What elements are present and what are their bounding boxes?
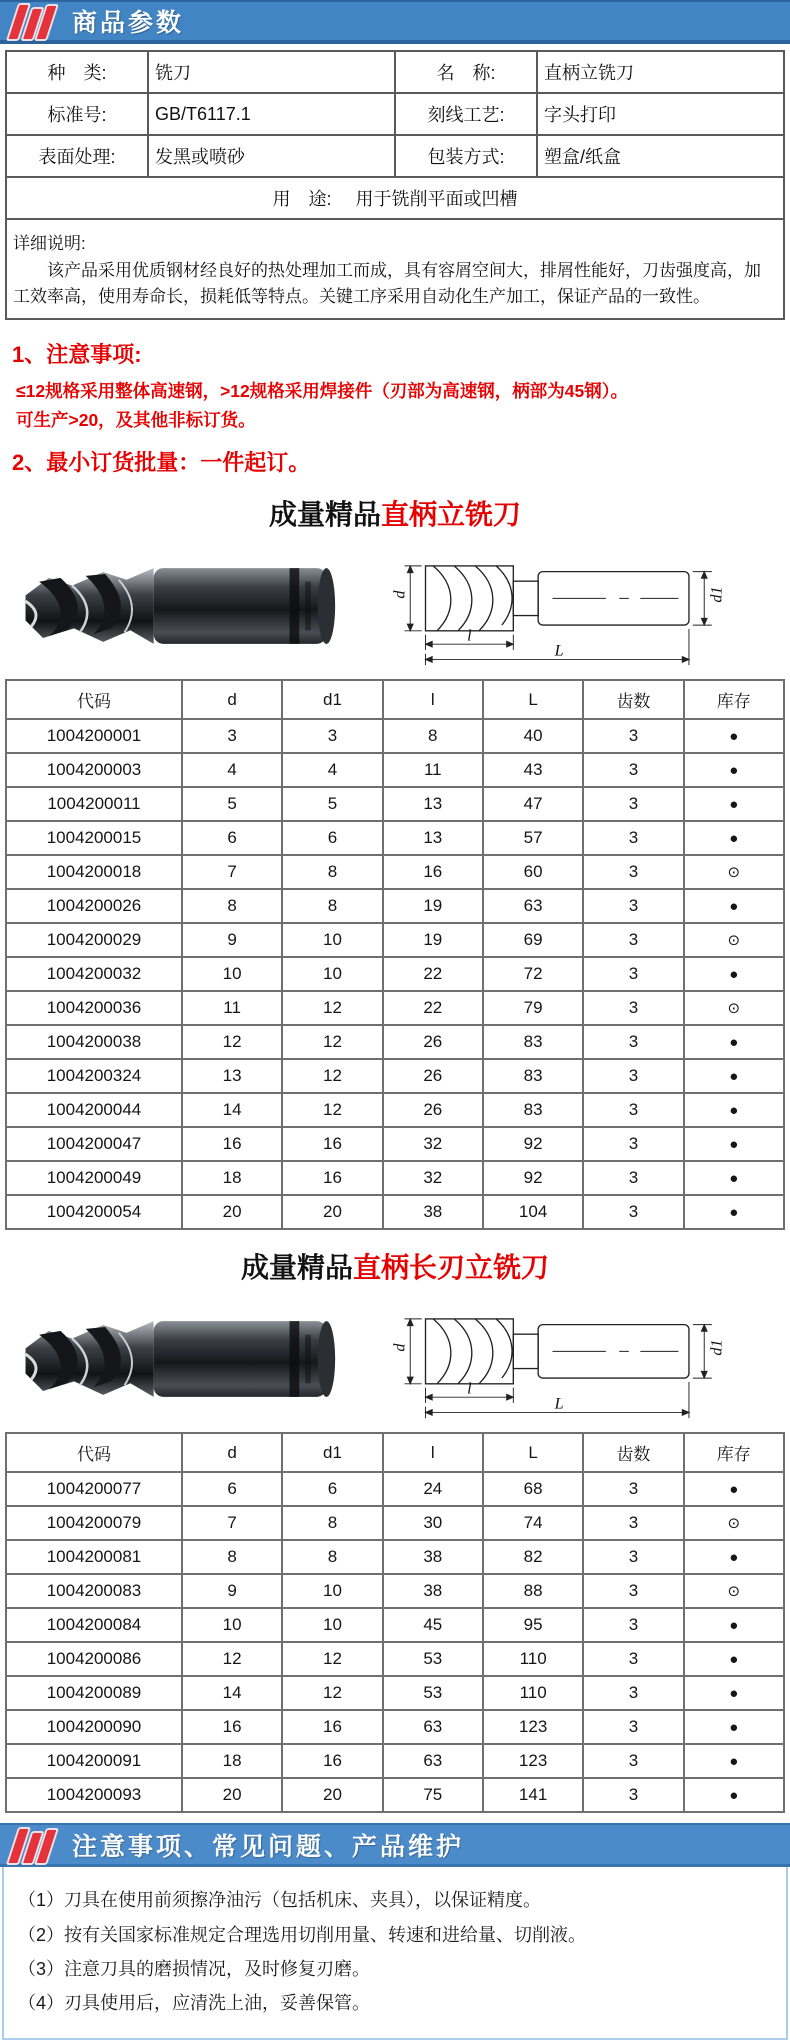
value-cell: 3 [583,889,683,923]
notice-1-line-1: ≤12规格采用整体高速钢，>12规格采用焊接件（刃部为高速钢，柄部为45钢）。 [16,380,628,401]
product-params-banner [0,0,790,44]
param-label: 刻线工艺: [395,93,537,135]
stock-cell: ● [684,957,784,991]
section2-images [0,1292,790,1428]
notice-section [0,320,790,478]
value-cell: 7 [182,855,282,889]
table-row [6,219,784,319]
value-cell: 68 [483,1472,583,1506]
stock-cell: ● [684,1608,784,1642]
table-row [6,1744,784,1778]
value-cell: 16 [282,1127,382,1161]
section1-title-black: 成量精品 [268,499,381,531]
value-cell: 63 [383,1744,483,1778]
value-cell: 3 [583,1161,683,1195]
code-cell: 1004200015 [6,821,182,855]
table-row [6,1710,784,1744]
value-cell: 43 [483,753,583,787]
maintenance-banner [0,1823,790,1867]
value-cell: 63 [483,889,583,923]
code-cell: 1004200026 [6,889,182,923]
value-cell: 32 [383,1161,483,1195]
stock-cell: ⊙ [684,855,784,889]
value-cell: 3 [583,855,683,889]
column-header: 代码 [6,680,182,719]
value-cell: 3 [282,719,382,753]
code-cell: 1004200036 [6,991,182,1025]
code-cell: 1004200093 [6,1778,182,1812]
param-value: 发黑或喷砂 [148,135,395,177]
section1-title-red: 直柄立铣刀 [381,499,522,531]
value-cell: 32 [383,1127,483,1161]
value-cell: 82 [483,1540,583,1574]
stock-cell: ● [684,1744,784,1778]
value-cell: 3 [583,1127,683,1161]
value-cell: 3 [583,1744,683,1778]
value-cell: 3 [583,787,683,821]
dim-label-d1: d1 [707,586,726,604]
value-cell: 12 [182,1025,282,1059]
stock-cell: ⊙ [684,991,784,1025]
spec-table-long-flute [5,1432,785,1813]
column-header: l [383,680,483,719]
dim-label-L: L [554,1395,564,1414]
table-row [6,177,784,219]
value-cell: 20 [282,1778,382,1812]
dim-label-d: d [390,1343,409,1353]
value-cell: 40 [483,719,583,753]
table-row [6,1608,784,1642]
column-header: L [483,680,583,719]
table-row [6,1506,784,1540]
code-cell: 1004200090 [6,1710,182,1744]
product-parameter-table [5,50,785,320]
value-cell: 26 [383,1059,483,1093]
value-cell: 18 [182,1161,282,1195]
spec-table-straight-shank [5,679,785,1230]
value-cell: 8 [182,889,282,923]
value-cell: 3 [583,1574,683,1608]
maintenance-notes [2,1867,788,2040]
table-row [6,1574,784,1608]
value-cell: 60 [483,855,583,889]
value-cell: 12 [182,1642,282,1676]
code-cell: 1004200049 [6,1161,182,1195]
table-row [6,1472,784,1506]
code-cell: 1004200054 [6,1195,182,1229]
column-header: 代码 [6,1433,182,1472]
table-row [6,957,784,991]
stock-cell: ● [684,1059,784,1093]
value-cell: 10 [182,957,282,991]
detail-body: 该产品采用优质钢材经良好的热处理加工而成，具有容屑空间大，排屑性能好，刀齿强度高，加工效率高，使用寿命长，损耗低等特点。关键工序采用自动化生产加工，保证产品的一致性。 [13,261,761,307]
code-cell: 1004200081 [6,1540,182,1574]
param-label: 种 类: [6,51,148,93]
value-cell: 7 [182,1506,282,1540]
value-cell: 20 [182,1778,282,1812]
code-cell: 1004200089 [6,1676,182,1710]
value-cell: 12 [282,991,382,1025]
section2-title [0,1246,790,1286]
table-row [6,1059,784,1093]
value-cell: 3 [583,1025,683,1059]
value-cell: 3 [583,991,683,1025]
banner-title: 注意事项、常见问题、产品维护 [72,1832,465,1861]
value-cell: 3 [583,1608,683,1642]
banner-title: 商品参数 [72,9,185,37]
value-cell: 3 [583,957,683,991]
stock-cell: ● [684,889,784,923]
value-cell: 8 [282,1540,382,1574]
code-cell: 1004200084 [6,1608,182,1642]
code-cell: 1004200077 [6,1472,182,1506]
value-cell: 3 [583,923,683,957]
note-item: （1）刀具在使用前须擦净油污（包括机床、夹具），以保证精度。 [18,1890,542,1911]
usage-value: 用于铣削平面或凹槽 [355,189,518,209]
value-cell: 14 [182,1676,282,1710]
stock-cell: ● [684,787,784,821]
value-cell: 57 [483,821,583,855]
param-value: 字头打印 [537,93,784,135]
code-cell: 1004200324 [6,1059,182,1093]
notice-2: 2、最小订货批量：一件起订。 [12,450,311,476]
value-cell: 6 [282,821,382,855]
value-cell: 8 [282,1506,382,1540]
value-cell: 26 [383,1093,483,1127]
value-cell: 26 [383,1025,483,1059]
value-cell: 38 [383,1195,483,1229]
value-cell: 18 [182,1744,282,1778]
table-row [6,787,784,821]
section2-title-black: 成量精品 [240,1252,353,1284]
stock-cell: ⊙ [684,1506,784,1540]
detail-cell [6,219,784,319]
stock-cell: ● [684,1127,784,1161]
value-cell: 16 [282,1710,382,1744]
table-row [6,1093,784,1127]
value-cell: 5 [282,787,382,821]
value-cell: 3 [583,1540,683,1574]
column-header: 齿数 [583,680,683,719]
table-row [6,1127,784,1161]
value-cell: 95 [483,1608,583,1642]
code-cell: 1004200086 [6,1642,182,1676]
value-cell: 12 [282,1642,382,1676]
value-cell: 92 [483,1161,583,1195]
value-cell: 24 [383,1472,483,1506]
code-cell: 1004200011 [6,787,182,821]
value-cell: 10 [282,923,382,957]
value-cell: 13 [182,1059,282,1093]
value-cell: 16 [383,855,483,889]
table-row [6,1540,784,1574]
value-cell: 10 [182,1608,282,1642]
table-row [6,889,784,923]
value-cell: 10 [282,1574,382,1608]
stock-cell: ● [684,821,784,855]
value-cell: 3 [583,1059,683,1093]
value-cell: 19 [383,923,483,957]
column-header: d1 [282,1433,382,1472]
column-header: l [383,1433,483,1472]
value-cell: 92 [483,1127,583,1161]
note-item: （3）注意刀具的磨损情况，及时修复刃磨。 [18,1958,371,1979]
value-cell: 10 [282,957,382,991]
value-cell: 4 [182,753,282,787]
column-header: d [182,680,282,719]
stock-cell: ● [684,753,784,787]
param-value: GB/T6117.1 [148,93,395,135]
value-cell: 11 [182,991,282,1025]
value-cell: 6 [182,821,282,855]
value-cell: 16 [182,1127,282,1161]
value-cell: 22 [383,957,483,991]
code-cell: 1004200091 [6,1744,182,1778]
value-cell: 8 [383,719,483,753]
value-cell: 8 [282,889,382,923]
dim-label-d1: d1 [707,1339,726,1357]
end-mill-photo [10,550,340,662]
value-cell: 83 [483,1093,583,1127]
stock-cell: ● [684,1195,784,1229]
value-cell: 38 [383,1574,483,1608]
value-cell: 110 [483,1676,583,1710]
table-row [6,923,784,957]
brand-logo-icon [14,1827,56,1863]
value-cell: 83 [483,1059,583,1093]
table-row [6,1676,784,1710]
value-cell: 45 [383,1608,483,1642]
value-cell: 123 [483,1744,583,1778]
value-cell: 3 [583,1676,683,1710]
value-cell: 20 [182,1195,282,1229]
value-cell: 75 [383,1778,483,1812]
value-cell: 47 [483,787,583,821]
spec-table-header-row [6,1433,784,1472]
detail-title: 详细说明: [13,234,86,253]
value-cell: 63 [383,1710,483,1744]
value-cell: 16 [182,1710,282,1744]
spec-table-header-row [6,680,784,719]
value-cell: 16 [282,1161,382,1195]
code-cell: 1004200032 [6,957,182,991]
end-mill-photo [10,1303,340,1415]
value-cell: 72 [483,957,583,991]
table-row [6,991,784,1025]
stock-cell: ● [684,1025,784,1059]
stock-cell: ⊙ [684,923,784,957]
value-cell: 53 [383,1676,483,1710]
usage-cell [6,177,784,219]
stock-cell: ● [684,1778,784,1812]
value-cell: 3 [583,1710,683,1744]
stock-cell: ● [684,719,784,753]
section2-title-red: 直柄长刃立铣刀 [353,1252,550,1284]
value-cell: 69 [483,923,583,957]
column-header: L [483,1433,583,1472]
value-cell: 123 [483,1710,583,1744]
table-row [6,1161,784,1195]
table-row [6,719,784,753]
value-cell: 19 [383,889,483,923]
table-row [6,821,784,855]
table-row [6,51,784,93]
column-header: 齿数 [583,1433,683,1472]
notice-1-title: 1、注意事项: [12,341,142,367]
table-row [6,1025,784,1059]
value-cell: 79 [483,991,583,1025]
column-header: d1 [282,680,382,719]
value-cell: 10 [282,1608,382,1642]
stock-cell: ⊙ [684,1574,784,1608]
usage-label: 用 途: [272,189,332,209]
stock-cell: ● [684,1540,784,1574]
table-row [6,753,784,787]
column-header: 库存 [684,680,784,719]
table-row [6,135,784,177]
param-label: 表面处理: [6,135,148,177]
stock-cell: ● [684,1161,784,1195]
code-cell: 1004200029 [6,923,182,957]
column-header: d [182,1433,282,1472]
value-cell: 13 [383,787,483,821]
value-cell: 3 [583,1472,683,1506]
section1-title [0,493,790,533]
param-value: 直柄立铣刀 [537,51,784,93]
code-cell: 1004200083 [6,1574,182,1608]
table-row [6,93,784,135]
code-cell: 1004200001 [6,719,182,753]
value-cell: 3 [182,719,282,753]
dimension-diagram [352,543,772,669]
value-cell: 53 [383,1642,483,1676]
value-cell: 12 [282,1025,382,1059]
value-cell: 3 [583,753,683,787]
notice-1-line-2: 可生产>20，及其他非标订货。 [16,409,256,430]
table-row [6,855,784,889]
code-cell: 1004200079 [6,1506,182,1540]
dim-label-L: L [554,642,564,661]
value-cell: 74 [483,1506,583,1540]
value-cell: 11 [383,753,483,787]
value-cell: 9 [182,1574,282,1608]
stock-cell: ● [684,1093,784,1127]
note-item: （2）按有关国家标准规定合理选用切削用量、转速和进给量、切削液。 [18,1924,587,1945]
value-cell: 30 [383,1506,483,1540]
value-cell: 14 [182,1093,282,1127]
value-cell: 88 [483,1574,583,1608]
dim-label-l: l [467,1379,472,1398]
value-cell: 16 [282,1744,382,1778]
value-cell: 12 [282,1676,382,1710]
value-cell: 3 [583,1642,683,1676]
stock-cell: ● [684,1642,784,1676]
param-label: 标准号: [6,93,148,135]
value-cell: 20 [282,1195,382,1229]
code-cell: 1004200003 [6,753,182,787]
value-cell: 141 [483,1778,583,1812]
value-cell: 12 [282,1059,382,1093]
value-cell: 3 [583,1506,683,1540]
value-cell: 38 [383,1540,483,1574]
table-row [6,1778,784,1812]
stock-cell: ● [684,1472,784,1506]
column-header: 库存 [684,1433,784,1472]
value-cell: 22 [383,991,483,1025]
code-cell: 1004200018 [6,855,182,889]
param-label: 名 称: [395,51,537,93]
value-cell: 8 [282,855,382,889]
dimension-diagram [352,1296,772,1422]
value-cell: 4 [282,753,382,787]
stock-cell: ● [684,1710,784,1744]
value-cell: 3 [583,719,683,753]
value-cell: 13 [383,821,483,855]
param-value: 塑盒/纸盒 [537,135,784,177]
code-cell: 1004200047 [6,1127,182,1161]
code-cell: 1004200038 [6,1025,182,1059]
value-cell: 8 [182,1540,282,1574]
table-row [6,1642,784,1676]
value-cell: 110 [483,1642,583,1676]
stock-cell: ● [684,1676,784,1710]
param-value: 铣刀 [148,51,395,93]
value-cell: 3 [583,821,683,855]
value-cell: 3 [583,1778,683,1812]
value-cell: 12 [282,1093,382,1127]
value-cell: 3 [583,1093,683,1127]
value-cell: 104 [483,1195,583,1229]
value-cell: 5 [182,787,282,821]
table-row [6,1195,784,1229]
value-cell: 83 [483,1025,583,1059]
value-cell: 6 [182,1472,282,1506]
value-cell: 6 [282,1472,382,1506]
value-cell: 3 [583,1195,683,1229]
code-cell: 1004200044 [6,1093,182,1127]
value-cell: 9 [182,923,282,957]
brand-logo-icon [14,3,56,39]
dim-label-l: l [467,626,472,645]
param-label: 包装方式: [395,135,537,177]
note-item: （4）刃具使用后，应清洗上油，妥善保管。 [18,1993,371,2013]
section1-images [0,539,790,675]
dim-label-d: d [390,590,409,600]
